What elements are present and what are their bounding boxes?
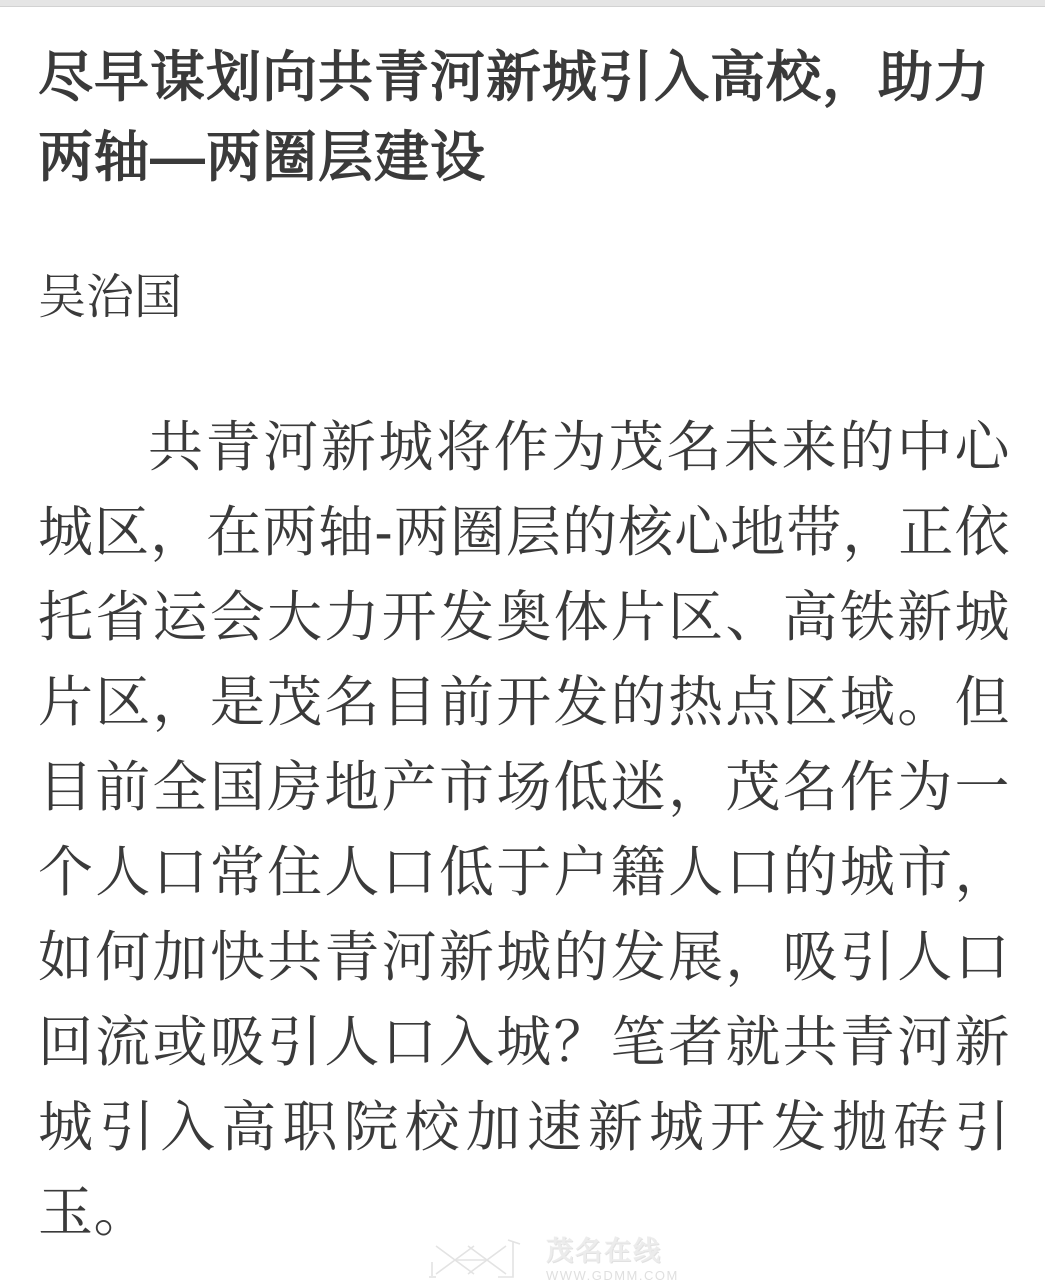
watermark-site-name: 茂名在线 <box>546 1236 662 1266</box>
article-title: 尽早谋划向共青河新城引入高校，助力两轴—两圈层建设 <box>38 46 991 188</box>
article-content <box>0 7 1045 1255</box>
article-paragraph: 共青河新城将作为茂名未来的中心城区，在两轴-两圈层的核心地带，正依托省运会大力开发奥体片区、高铁新城片区，是茂名目前开发的热点区域。但目前全国房地产市场低迷，茂名作为一个人口常住人口低于户籍人口的城市，如何加快共青河新城的发展，吸引人口回流或吸引人口入城？笔者就共青河新城引入高职院校加速新城开发抛砖引玉。 <box>38 416 1010 1243</box>
top-divider-bar <box>0 0 1045 7</box>
article-author: 吴治国 <box>38 271 183 324</box>
watermark-site-url: WWW.GDMM.COM <box>546 1268 679 1283</box>
